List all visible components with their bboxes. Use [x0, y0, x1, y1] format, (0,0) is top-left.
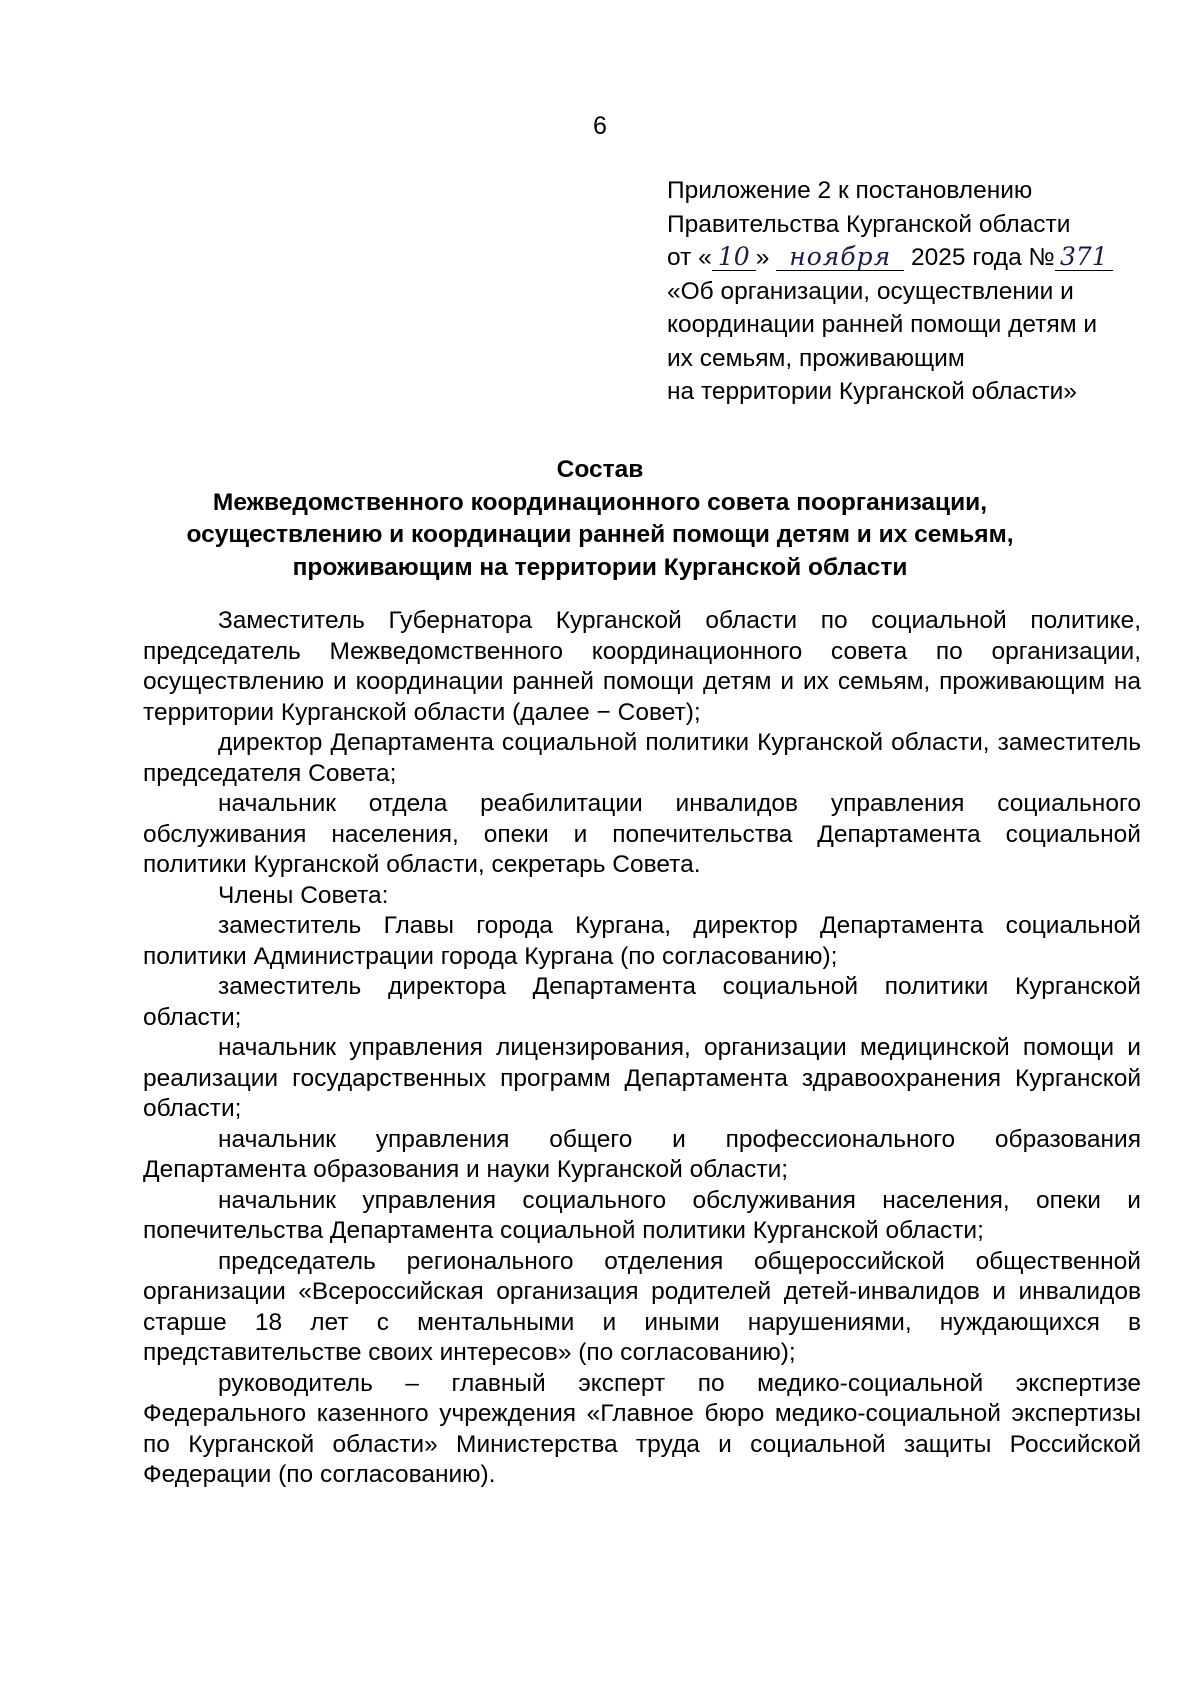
date-prefix: от «	[667, 244, 712, 271]
paragraph-deputy-chairman: директор Департамента социальной политики Курганской области, заместитель председателя Совета;	[143, 729, 1141, 787]
appendix-line-1: Приложение 2 к постановлению	[667, 177, 1033, 204]
title-line-3: проживающим на территории Курганской области	[292, 553, 908, 581]
paragraph-member: начальник управления социального обслуживания населения, опеки и попечительства Департамента социальной политики Курганской области;	[143, 1186, 1141, 1244]
council-members-list	[143, 606, 1141, 1491]
paragraph-chairman: Заместитель Губернатора Курганской области по социальной политике, председатель Межведомственного координационного совета по организации, осуществлению и координации ранней помощи детям и их семьям, проживающим на территории Курганской области (далее − Совет);	[143, 607, 1141, 726]
paragraph-member: руководитель – главный эксперт по медико-социальной экспертизе Федерального казенного учреждения «Главное бюро медико-социальной экспертизы по Курганской области» Министерства труда и социальной защиты Российской Федерации (по согласованию).	[143, 1369, 1141, 1488]
paragraph-member: заместитель Главы города Кургана, директор Департамента социальной политики Администрации города Кургана (по согласованию);	[143, 912, 1141, 970]
document-title	[100, 454, 1100, 584]
title-line-2: осуществлению и координации ранней помощи детям и их семьям,	[186, 521, 1014, 548]
date-month-handwritten: ноября	[776, 244, 904, 271]
paragraph-member: начальник управления общего и профессионального образования Департамента образования и науки Курганской области;	[143, 1125, 1141, 1183]
paragraph-secretary: начальник отдела реабилитации инвалидов управления социального обслуживания населения, опеки и попечительства Департамента социальной политики Курганской области, секретарь Совета.	[143, 790, 1141, 878]
paragraph-member: начальник управления лицензирования, организации медицинской помощи и реализации государственных программ Департамента здравоохранения Курганской области;	[143, 1034, 1141, 1122]
paragraph-member: заместитель директора Департамента социальной политики Курганской области;	[143, 973, 1141, 1031]
subject-line-1: «Об организации, осуществлении и	[667, 277, 1074, 305]
doc-number-handwritten: 371	[1055, 244, 1113, 271]
paragraph-member: председатель регионального отделения общероссийской общественной организации «Всероссийская организация родителей детей-инвалидов и инвалидов старше 18 лет с ментальными и иными нарушениями, нуждающихся в представительстве своих интересов» (по согласованию);	[143, 1247, 1141, 1366]
paragraph-members-heading: Члены Совета:	[218, 881, 389, 909]
date-year: 2025 года №	[911, 244, 1055, 271]
subject-line-4: на территории Курганской области»	[667, 378, 1077, 405]
appendix-date-line	[667, 241, 1187, 275]
date-mid: »	[755, 244, 770, 271]
date-day-handwritten: 10	[712, 244, 756, 271]
subject-line-3: их семьям, проживающим	[667, 344, 965, 372]
appendix-line-2: Правительства Курганской области	[667, 210, 1071, 238]
title-heading: Состав	[556, 456, 644, 483]
subject-line-2: координации ранней помощи детям и	[667, 311, 1098, 338]
appendix-header	[667, 174, 1187, 409]
title-line-1: Межведомственного координационного совета поорганизации,	[212, 488, 988, 516]
page-number: 6	[593, 112, 607, 140]
